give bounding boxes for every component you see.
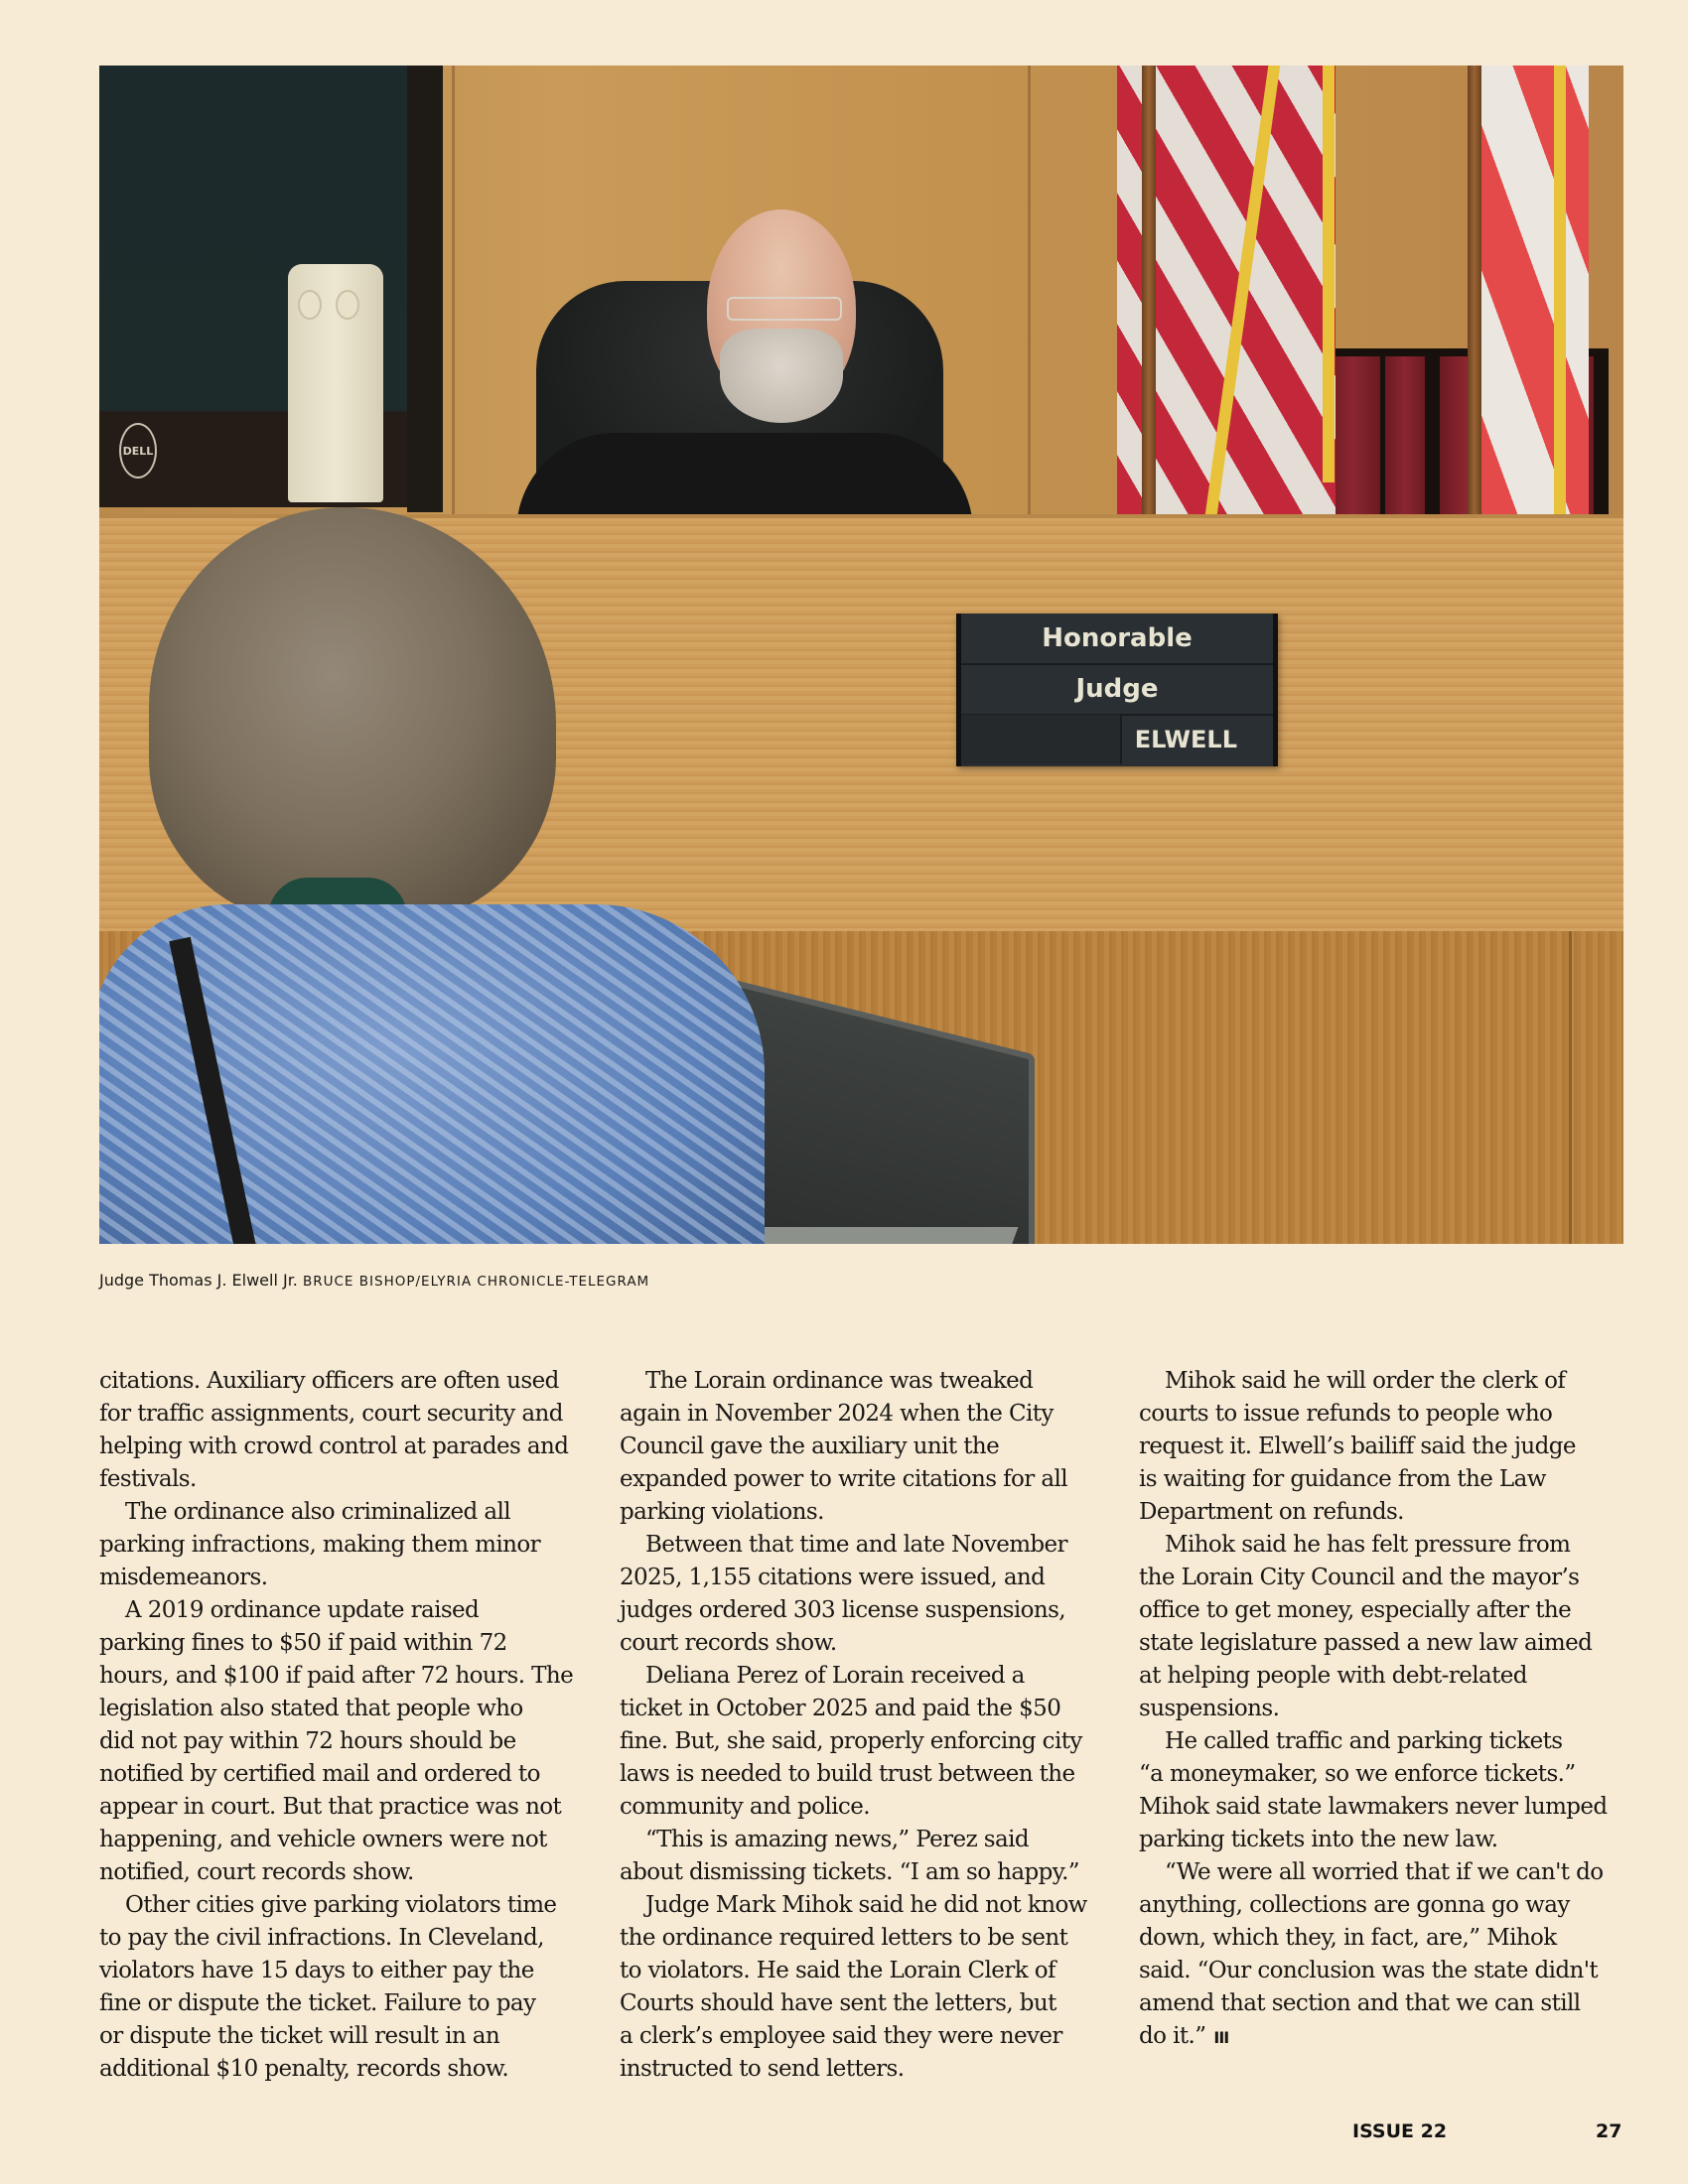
judge-glasses — [727, 297, 842, 321]
nameplate-line-2: Judge — [961, 664, 1273, 716]
wall-seam — [1028, 66, 1031, 522]
article-line: to pay the civil infractions. In Cleveland, — [99, 1925, 544, 1951]
article-line: appear in court. But that practice was not — [99, 1794, 562, 1820]
article-line: said. “Our conclusion was the state didn't — [1139, 1958, 1599, 1983]
article-line: office to get money, especially after the — [1139, 1597, 1572, 1623]
article-line: helping with crowd control at parades and — [99, 1433, 569, 1459]
judge-nameplate — [956, 614, 1278, 766]
article-line: parking tickets into the new law. — [1139, 1827, 1498, 1852]
article-line: at helping people with debt-related — [1139, 1663, 1527, 1689]
article-line: “We were all worried that if we can't do — [1165, 1859, 1604, 1885]
article-line: parking infractions, making them minor — [99, 1532, 540, 1558]
article-line: misdemeanors. — [99, 1565, 268, 1590]
article-line: amend that section and that we can still — [1139, 1990, 1581, 2016]
article-line: suspensions. — [1139, 1696, 1280, 1721]
flag-pole — [1142, 66, 1156, 522]
article-line: down, which they, in fact, are,” Mihok — [1139, 1925, 1557, 1951]
article-line: court records show. — [620, 1630, 837, 1656]
article-line-text: do it.” — [1139, 2023, 1206, 2049]
issue-label: ISSUE 22 — [1352, 2120, 1448, 2142]
article-line: He called traffic and parking tickets — [1165, 1728, 1563, 1754]
article-column-2 — [620, 1365, 1108, 2086]
article-line: the ordinance required letters to be sent — [620, 1925, 1068, 1951]
article-line: for traffic assignments, court security and — [99, 1401, 563, 1427]
article-line: happening, and vehicle owners were not — [99, 1827, 547, 1852]
article-line: Mihok said state lawmakers never lumped — [1139, 1794, 1608, 1820]
dell-logo: DELL — [119, 423, 157, 478]
law-book — [1385, 356, 1425, 520]
article-line: Mihok said he has felt pressure from — [1165, 1532, 1571, 1558]
flag-fringe — [1323, 66, 1335, 482]
article-line: Department on refunds. — [1139, 1499, 1404, 1525]
article-line: is waiting for guidance from the Law — [1139, 1466, 1546, 1492]
ohio-flag — [1468, 66, 1589, 522]
article-line: fine. But, she said, properly enforcing city — [620, 1728, 1082, 1754]
article-line: ticket in October 2025 and paid the $50 — [620, 1696, 1061, 1721]
conference-camera — [288, 264, 383, 502]
article-line: Courts should have sent the letters, but — [620, 1990, 1056, 2016]
article-line: or dispute the ticket will result in an — [99, 2023, 500, 2049]
nameplate-line-3: ELWELL — [1134, 726, 1237, 753]
article-line: notified by certified mail and ordered to — [99, 1761, 540, 1787]
courtroom-photo — [99, 66, 1623, 1244]
monitor-frame — [407, 66, 443, 512]
flag-pole — [1468, 66, 1481, 522]
bench-seam — [1569, 931, 1572, 1244]
article-line: festivals. — [99, 1466, 197, 1492]
article-line: the Lorain City Council and the mayor’s — [1139, 1565, 1580, 1590]
article-line: fine or dispute the ticket. Failure to pay — [99, 1990, 536, 2016]
nameplate-line-1: Honorable — [961, 614, 1273, 665]
article-column-3 — [1139, 1365, 1627, 2053]
article-line: again in November 2024 when the City — [620, 1401, 1054, 1427]
judge-beard — [720, 329, 843, 423]
article-column-1 — [99, 1365, 588, 2086]
article-line: “This is amazing news,” Perez said — [645, 1827, 1029, 1852]
wall-seam — [452, 66, 455, 522]
caption-subject: Judge Thomas J. Elwell Jr. — [99, 1271, 298, 1290]
article-line: citations. Auxiliary officers are often used — [99, 1368, 559, 1394]
photo-credit: BRUCE BISHOP/ELYRIA CHRONICLE-TELEGRAM — [302, 1274, 650, 1290]
article-line: anything, collections are gonna go way — [1139, 1892, 1570, 1918]
article-line: The Lorain ordinance was tweaked — [645, 1368, 1034, 1394]
article-line: Between that time and late November — [645, 1532, 1067, 1558]
article-line: notified, court records show. — [99, 1859, 414, 1885]
article-line: additional $10 penalty, records show. — [99, 2056, 509, 2082]
article-line: judges ordered 303 license suspensions, — [620, 1597, 1065, 1623]
camera-eye — [298, 290, 322, 320]
end-of-story-mark: III — [1213, 2028, 1229, 2047]
article-line: hours, and $100 if paid after 72 hours. The — [99, 1663, 574, 1689]
camera-eye — [336, 290, 359, 320]
article-line: a clerk’s employee said they were never — [620, 2023, 1062, 2049]
article-line: 2025, 1,155 citations were issued, and — [620, 1565, 1046, 1590]
article-line — [1139, 2020, 1627, 2053]
article-line: courts to issue refunds to people who — [1139, 1401, 1553, 1427]
article-line: state legislature passed a new law aimed — [1139, 1630, 1593, 1656]
photo-caption — [99, 1271, 649, 1290]
flag-fringe — [1554, 66, 1566, 522]
page-number: 27 — [1596, 2120, 1622, 2142]
article-line: parking fines to $50 if paid within 72 — [99, 1630, 507, 1656]
article-line: violators have 15 days to either pay the — [99, 1958, 534, 1983]
article-line: community and police. — [620, 1794, 870, 1820]
article-line: Judge Mark Mihok said he did not know — [645, 1892, 1087, 1918]
article-line: did not pay within 72 hours should be — [99, 1728, 516, 1754]
article-line: expanded power to write citations for all — [620, 1466, 1068, 1492]
article-line: to violators. He said the Lorain Clerk of — [620, 1958, 1055, 1983]
article-line: parking violations. — [620, 1499, 824, 1525]
article-line: about dismissing tickets. “I am so happy.” — [620, 1859, 1079, 1885]
article-line: Council gave the auxiliary unit the — [620, 1433, 1000, 1459]
article-line: laws is needed to build trust between the — [620, 1761, 1075, 1787]
article-line: Other cities give parking violators time — [125, 1892, 557, 1918]
article-line: The ordinance also criminalized all — [125, 1499, 510, 1525]
article-line: legislation also stated that people who — [99, 1696, 523, 1721]
article-line: request it. Elwell’s bailiff said the judge — [1139, 1433, 1576, 1459]
article-line: Deliana Perez of Lorain received a — [645, 1663, 1025, 1689]
article-line: Mihok said he will order the clerk of — [1165, 1368, 1566, 1394]
article-line: instructed to send letters. — [620, 2056, 905, 2082]
article-line: A 2019 ordinance update raised — [125, 1597, 480, 1623]
article-line: “a moneymaker, so we enforce tickets.” — [1139, 1761, 1576, 1787]
